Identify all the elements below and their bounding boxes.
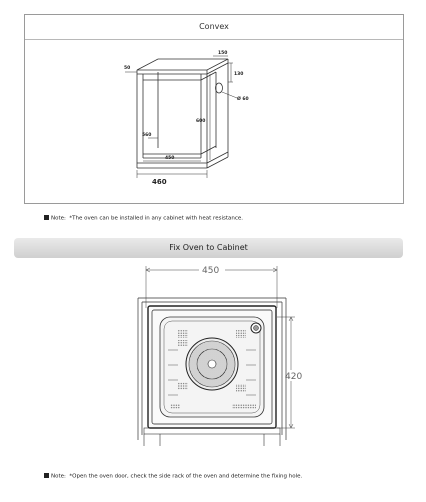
dim-60: Ø 60 bbox=[237, 97, 249, 102]
dim-450: 450 bbox=[165, 156, 175, 161]
dim-150: 150 bbox=[218, 51, 228, 56]
oven-width-label: 450 bbox=[202, 266, 220, 276]
note-2-text: *Open the oven door, check the side rack of the oven and determine the fixing hole. bbox=[69, 473, 303, 480]
dim-560: 560 bbox=[142, 133, 152, 138]
convex-title: Convex bbox=[25, 15, 403, 40]
fix-oven-banner: Fix Oven to Cabinet bbox=[14, 238, 403, 258]
dim-460: 460 bbox=[152, 178, 167, 186]
cabinet-diagram bbox=[0, 0, 426, 230]
oven-height-label: 420 bbox=[285, 372, 303, 382]
note-1 bbox=[44, 215, 243, 222]
note-2 bbox=[44, 473, 302, 480]
note-1-text: *The oven can be installed in any cabinet with heat resistance. bbox=[69, 215, 244, 222]
dim-50: 50 bbox=[124, 66, 131, 71]
note-1-label: Note: bbox=[51, 215, 66, 222]
dim-130: 130 bbox=[234, 72, 244, 77]
note-2-label: Note: bbox=[51, 473, 66, 480]
oven-front-diagram bbox=[0, 260, 426, 460]
note-bullet-icon bbox=[44, 215, 49, 220]
dim-600: 600 bbox=[196, 119, 206, 124]
note-bullet-icon bbox=[44, 473, 49, 478]
